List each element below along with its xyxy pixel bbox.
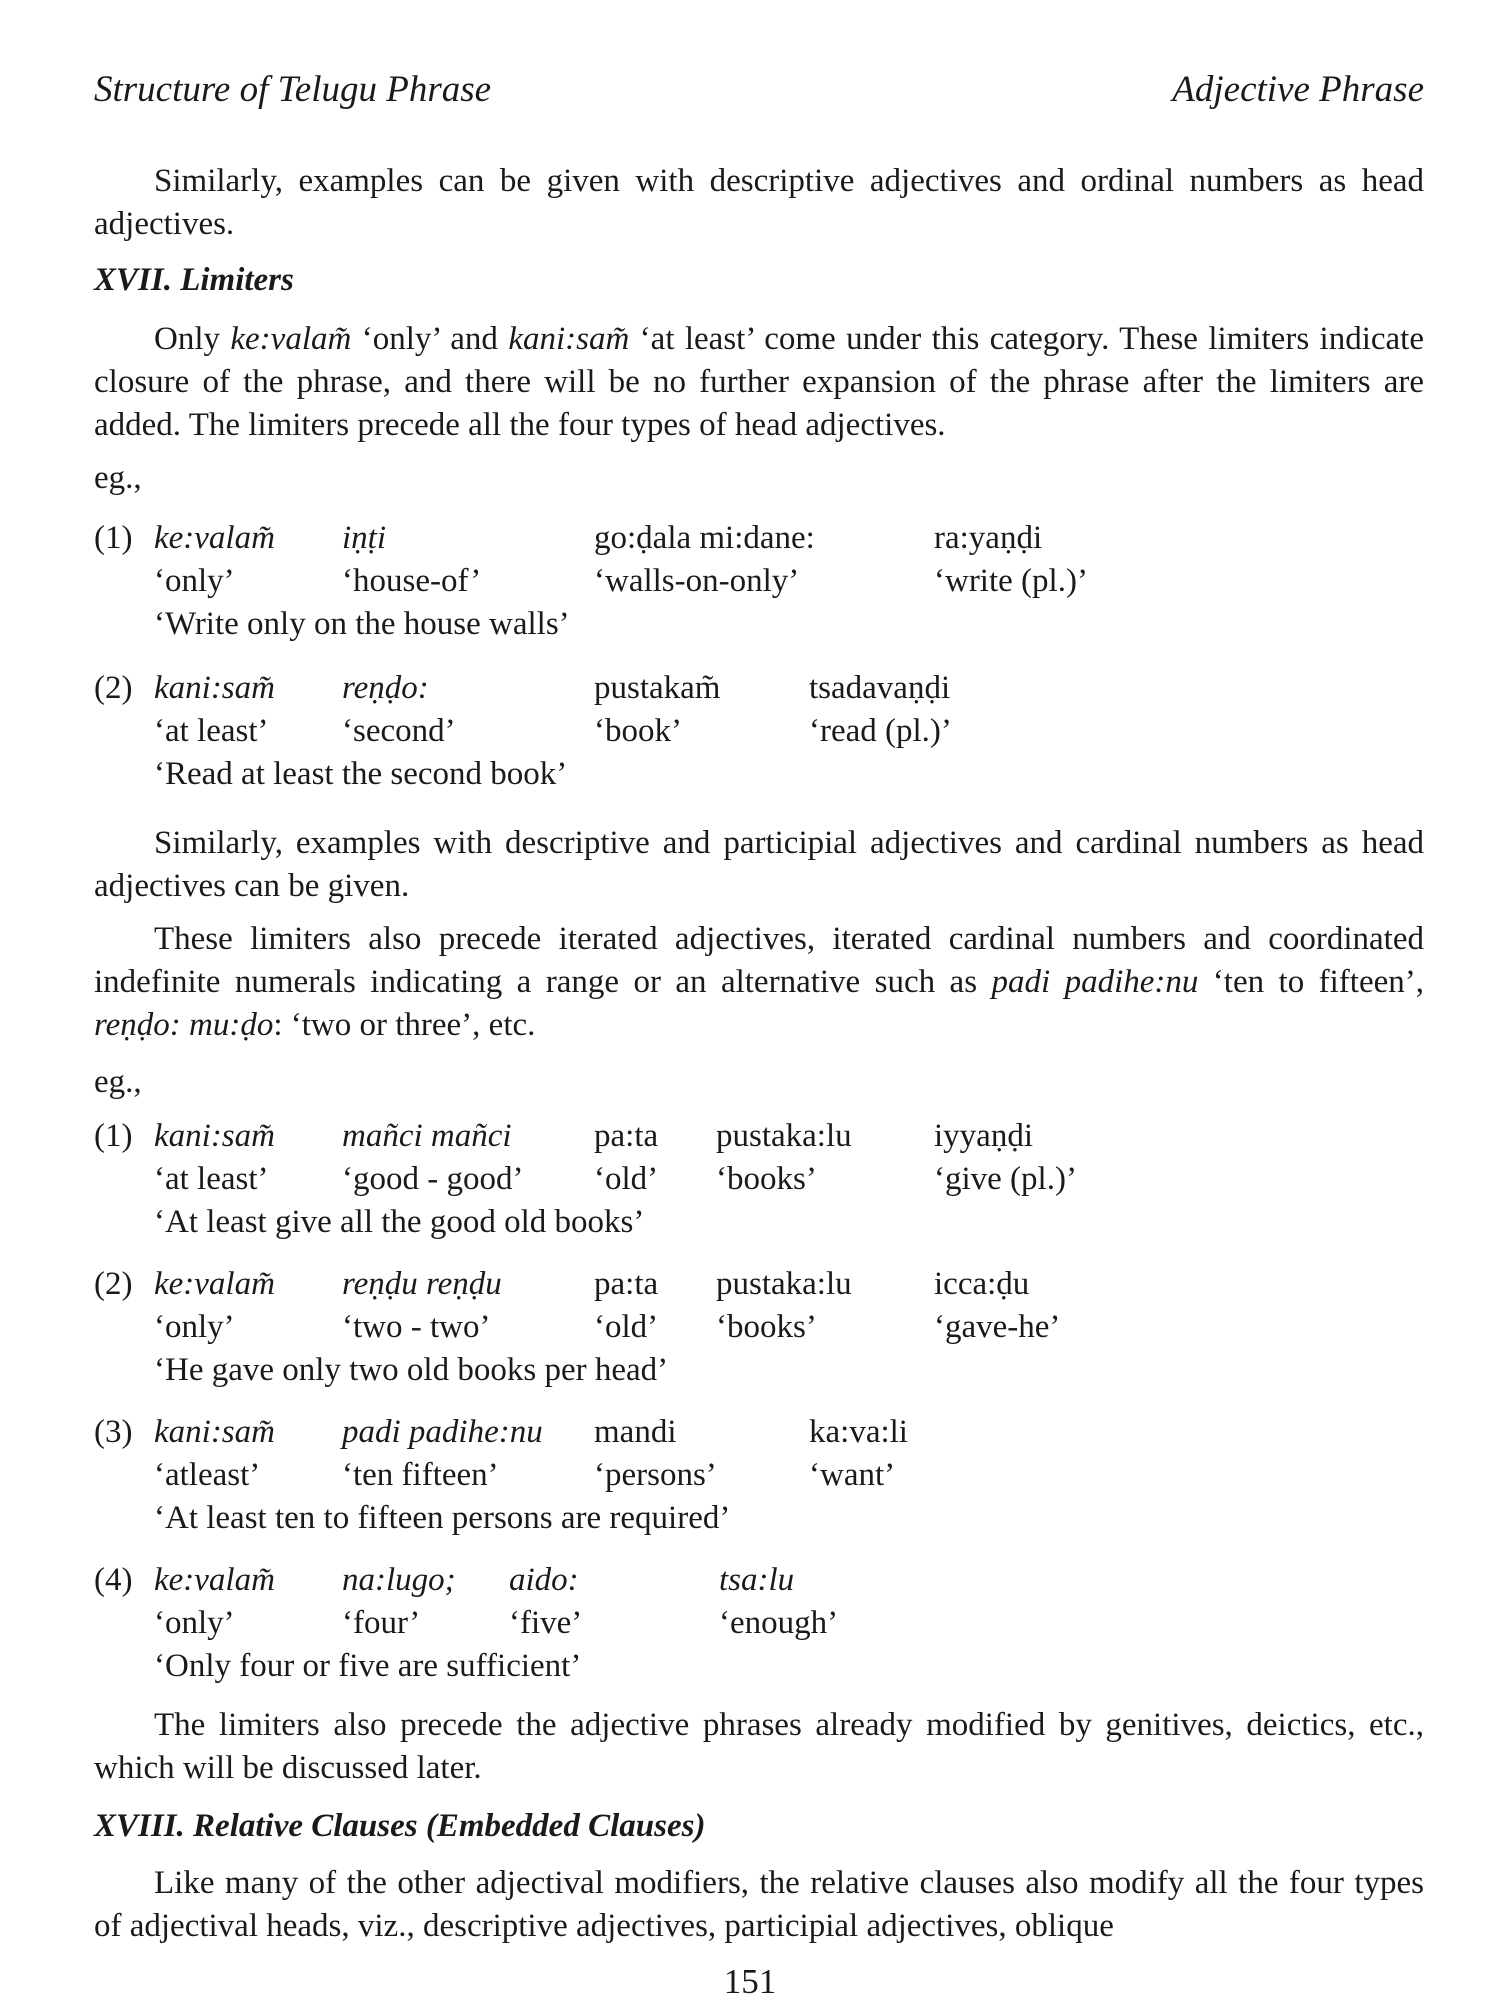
translation: ‘Write only on the house walls’ xyxy=(154,606,570,642)
gloss: ‘books’ xyxy=(716,1309,817,1345)
word: mandi xyxy=(594,1414,677,1450)
gloss: ‘read (pl.)’ xyxy=(809,713,952,749)
example-words-row xyxy=(94,1118,1394,1161)
limiters-paragraph: Only ke:valam̃ ‘only’ and kani:sam̃ ‘at least’ come under this category. These limiters indicate closure of the phrase, and there will be no further expansion of the phrase after the limiters are added. The limiters precede all the four types of head adjectives. xyxy=(94,321,1424,443)
gloss: ‘second’ xyxy=(342,713,456,749)
gloss: ‘gave-he’ xyxy=(934,1309,1061,1345)
word: pustakam̃ xyxy=(594,670,721,706)
intro-paragraph: Similarly, examples can be given with descriptive adjectives and ordinal numbers as head adjectives. xyxy=(94,163,1424,242)
word: reṇḍu reṇḍu xyxy=(342,1266,502,1302)
word: kani:sam̃ xyxy=(154,670,275,706)
word: icca:ḍu xyxy=(934,1266,1030,1302)
word: ra:yaṇḍi xyxy=(934,520,1043,556)
word: ka:va:li xyxy=(809,1414,908,1450)
gloss: ‘two - two’ xyxy=(342,1309,491,1345)
translation: ‘At least ten to fifteen persons are required’ xyxy=(154,1500,731,1536)
gloss: ‘give (pl.)’ xyxy=(934,1161,1077,1197)
gloss: ‘ten fifteen’ xyxy=(342,1457,499,1493)
word: kani:sam̃ xyxy=(154,1118,275,1154)
word: iṇṭi xyxy=(342,520,387,556)
gloss: ‘only’ xyxy=(154,1309,235,1345)
word: ke:valam̃ xyxy=(154,1562,275,1598)
word: padi padihe:nu xyxy=(342,1414,543,1450)
example-number: (3) xyxy=(94,1414,133,1450)
translation: ‘Only four or five are sufficient’ xyxy=(154,1648,582,1684)
running-header-right: Adjective Phrase xyxy=(1172,69,1424,110)
word: pustaka:lu xyxy=(716,1118,852,1154)
word: mañci mañci xyxy=(342,1118,512,1154)
example-words-row xyxy=(94,670,1394,713)
example-number: (2) xyxy=(94,1266,133,1302)
word: go:ḍala mi:dane: xyxy=(594,520,815,556)
gloss: ‘book’ xyxy=(594,713,682,749)
page-number: 151 xyxy=(723,1962,777,2001)
gloss: ‘only’ xyxy=(154,563,235,599)
example-gloss-row xyxy=(94,1161,1394,1204)
gloss: ‘at least’ xyxy=(154,713,269,749)
example-gloss-row xyxy=(94,1457,1394,1500)
translation: ‘At least give all the good old books’ xyxy=(154,1204,645,1240)
example-number: (1) xyxy=(94,520,133,556)
example-words-row xyxy=(94,1562,1394,1605)
example-2-1 xyxy=(94,1118,1394,1247)
section-heading-limiters: XVII. Limiters xyxy=(94,262,294,298)
example-words-row xyxy=(94,1414,1394,1457)
gloss: ‘only’ xyxy=(154,1605,235,1641)
word: pa:ta xyxy=(594,1266,659,1302)
word: ke:valam̃ xyxy=(154,520,275,556)
eg-label: eg., xyxy=(94,460,142,496)
word: na:lugo; xyxy=(342,1562,456,1598)
gloss: ‘four’ xyxy=(342,1605,421,1641)
gloss: ‘books’ xyxy=(716,1161,817,1197)
translation: ‘He gave only two old books per head’ xyxy=(154,1352,669,1388)
gloss: ‘good - good’ xyxy=(342,1161,524,1197)
gloss: ‘at least’ xyxy=(154,1161,269,1197)
example-2-4 xyxy=(94,1562,1394,1691)
gloss: ‘want’ xyxy=(809,1457,896,1493)
word: iyyaṇḍi xyxy=(934,1118,1033,1154)
paragraph-similarly: Similarly, examples with descriptive and participial adjectives and cardinal numbers as head adjectives can be given. xyxy=(94,825,1424,904)
word: pustaka:lu xyxy=(716,1266,852,1302)
gloss: ‘house-of’ xyxy=(342,563,482,599)
gloss: ‘enough’ xyxy=(719,1605,839,1641)
word: aido: xyxy=(509,1562,579,1598)
example-words-row xyxy=(94,1266,1394,1309)
example-translation-row xyxy=(94,1204,1394,1247)
word: reṇḍo: xyxy=(342,670,429,706)
gloss: ‘atleast’ xyxy=(154,1457,261,1493)
example-2-3 xyxy=(94,1414,1394,1543)
translation: ‘Read at least the second book’ xyxy=(154,756,568,792)
example-1-2 xyxy=(94,670,1394,799)
example-translation-row xyxy=(94,1500,1394,1543)
gloss: ‘five’ xyxy=(509,1605,583,1641)
example-translation-row xyxy=(94,1648,1394,1691)
section-heading-relative-clauses: XVIII. Relative Clauses (Embedded Clauses) xyxy=(94,1808,706,1844)
example-number: (2) xyxy=(94,670,133,706)
word: kani:sam̃ xyxy=(154,1414,275,1450)
paragraph-genitives: The limiters also precede the adjective phrases already modified by genitives, deictics, etc., which will be discussed later. xyxy=(94,1707,1424,1786)
example-words-row xyxy=(94,520,1394,563)
example-number: (4) xyxy=(94,1562,133,1598)
example-translation-row xyxy=(94,606,1394,649)
gloss: ‘persons’ xyxy=(594,1457,717,1493)
paragraph-iterated: These limiters also precede iterated adjectives, iterated cardinal numbers and coordinated indefinite numerals indicating a range or an alternative such as padi padihe:nu ‘ten to fifteen’, reṇḍo: mu:ḍo: ‘two or three’, etc. xyxy=(94,921,1424,1043)
example-2-2 xyxy=(94,1266,1394,1395)
word: ke:valam̃ xyxy=(154,1266,275,1302)
relative-clauses-paragraph: Like many of the other adjectival modifiers, the relative clauses also modify all the four types of adjectival heads, viz., descriptive adjectives, participial adjectives, oblique xyxy=(94,1865,1424,1944)
example-gloss-row xyxy=(94,1309,1394,1352)
example-translation-row xyxy=(94,1352,1394,1395)
example-gloss-row xyxy=(94,713,1394,756)
gloss: ‘old’ xyxy=(594,1161,659,1197)
running-header-left: Structure of Telugu Phrase xyxy=(94,69,492,110)
example-gloss-row xyxy=(94,563,1394,606)
example-gloss-row xyxy=(94,1605,1394,1648)
example-translation-row xyxy=(94,756,1394,799)
example-number: (1) xyxy=(94,1118,133,1154)
gloss: ‘walls-on-only’ xyxy=(594,563,800,599)
word: tsa:lu xyxy=(719,1562,795,1598)
gloss: ‘write (pl.)’ xyxy=(934,563,1088,599)
gloss: ‘old’ xyxy=(594,1309,659,1345)
example-1-1 xyxy=(94,520,1394,649)
word: tsadavaṇḍi xyxy=(809,670,951,706)
eg-label: eg., xyxy=(94,1064,142,1100)
word: pa:ta xyxy=(594,1118,659,1154)
